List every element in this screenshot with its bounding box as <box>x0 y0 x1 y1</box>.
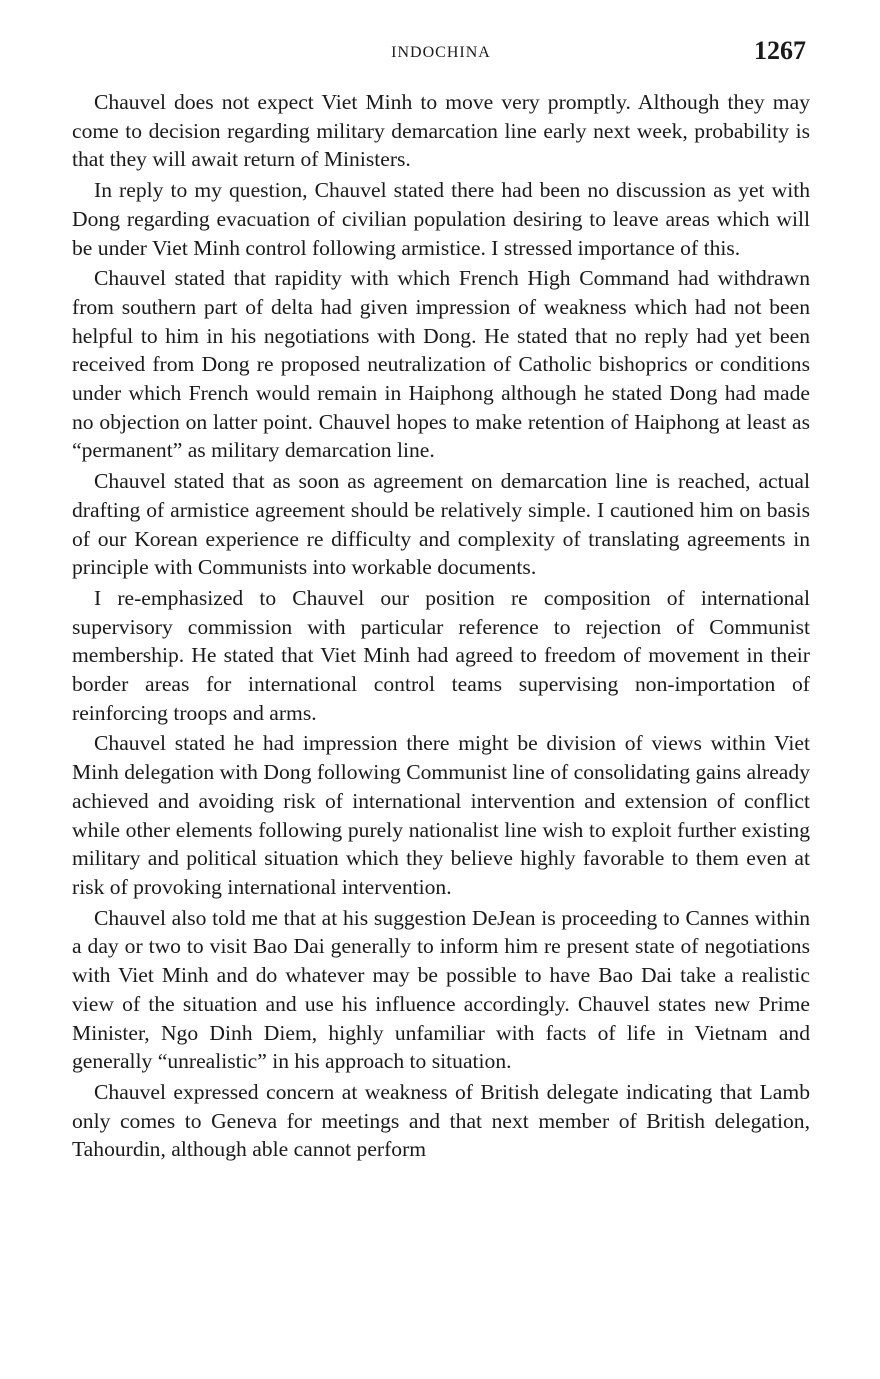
paragraph: Chauvel stated that rapidity with which French High Command had withdrawn from southern part of delta had given impression of weakness which had not been helpful to him in his negotiations with Dong. He stated that no reply had yet been received from Dong re proposed neutralization of Catholic bishoprics or conditions under which French would remain in Haiphong although he stated Dong had made no objection on latter point. Chauvel hopes to make retention of Haiphong at least as “permanent” as military demarcation line. <box>72 266 810 463</box>
paragraph: Chauvel also told me that at his suggestion DeJean is proceeding to Cannes within a day or two to visit Bao Dai generally to inform him re present state of negotiations with Viet Minh and do whatever may be possible to have Bao Dai take a realistic view of the situation and use his influence accordingly. Chauvel states new Prime Minister, Ngo Dinh Diem, highly unfamiliar with facts of life in Vietnam and generally “unrealistic” in his approach to situation. <box>72 905 810 1074</box>
body-text <box>72 88 810 1164</box>
paragraph: Chauvel stated that as soon as agreement on demarcation line is reached, actual drafting of armistice agreement should be relatively simple. I cautioned him on basis of our Korean experience re difficulty and complexity of translating agreements in principle with Communists into workable documents. <box>72 469 810 580</box>
paragraph: Chauvel does not expect Viet Minh to move very promptly. Although they may come to decision regarding military demarcation line early next week, probability is that they will await return of Ministers. <box>72 90 810 172</box>
paragraph: In reply to my question, Chauvel stated there had been no discussion as yet with Dong regarding evacuation of civilian population desiring to leave areas which will be under Viet Minh control following armistice. I stressed importance of this. <box>72 178 810 260</box>
document-page <box>72 36 810 1166</box>
page-number: 1267 <box>754 36 806 65</box>
paragraph: I re-emphasized to Chauvel our position re composition of international supervisory commission with particular reference to rejection of Communist membership. He stated that Viet Minh had agreed to freedom of movement in their border areas for international control teams supervising non-importation of reinforcing troops and arms. <box>72 585 810 725</box>
paragraph: Chauvel stated he had impression there might be division of views within Viet Minh delegation with Dong following Communist line of consolidating gains already achieved and avoiding risk of international intervention and extension of conflict while other elements following purely nationalist line wish to exploit further existing military and political situation which they believe highly favorable to them even at risk of provoking international intervention. <box>72 731 810 899</box>
paragraph: Chauvel expressed concern at weakness of British delegate indicating that Lamb only comes to Geneva for meetings and that next member of British delegation, Tahourdin, although able cannot perform <box>72 1079 810 1162</box>
running-title: INDOCHINA <box>391 44 491 61</box>
running-head <box>72 36 810 70</box>
